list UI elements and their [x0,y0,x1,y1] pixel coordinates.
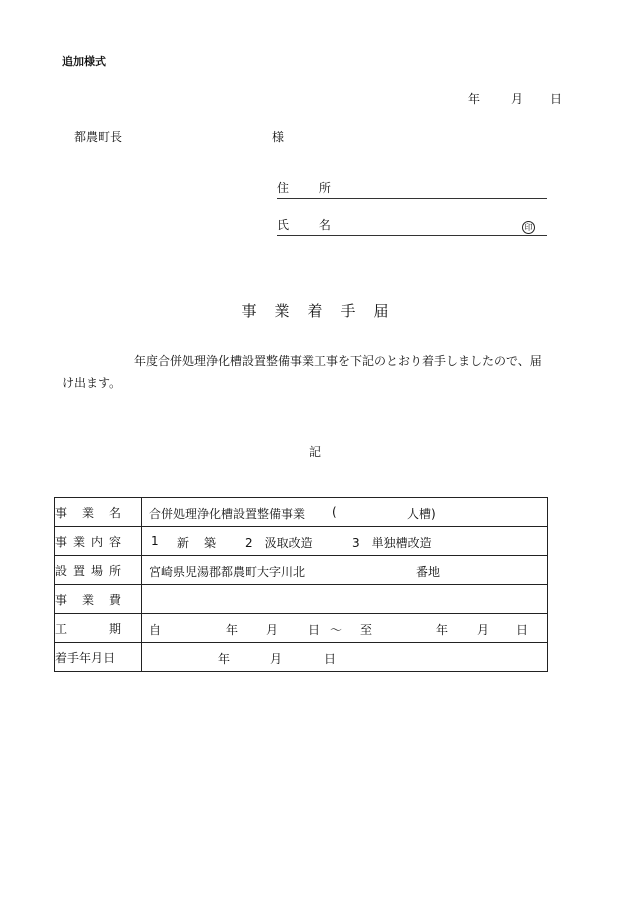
option-3: 3 単独槽改造 [352,536,432,550]
document-title: 事業着手届 [241,302,407,320]
label-char: 費 [108,592,121,607]
period-day-2: 日 [516,623,529,637]
project-cost-cell[interactable] [142,585,548,614]
table-row [55,556,548,585]
label-char: 工 [55,621,68,636]
table-row [55,614,548,643]
label-cell [55,585,142,614]
seal-mark: 印 [522,221,535,234]
start-date-cell[interactable] [142,643,548,672]
name-label: 氏 名 [277,218,344,232]
label-cell [55,498,142,527]
label-char: 設 [55,563,68,578]
label-char: 名 [108,505,121,520]
label-char: 月 [91,650,104,665]
option-2: 2 汲取改造 [245,536,313,550]
option-1-number: 1 [151,534,159,548]
construction-period-cell[interactable] [142,614,548,643]
period-year-1: 年 [226,623,239,637]
period-day-1: 日 [308,623,321,637]
label-char: 年 [79,650,92,665]
date-month-label: 月 [511,92,524,106]
label-char: 業 [72,534,85,549]
address-field[interactable] [277,180,547,199]
table-row [55,643,548,672]
recipient: 都農町長 [74,130,123,144]
label-char: 事 [55,505,68,520]
project-name-cell[interactable] [142,498,548,527]
period-month-2: 月 [477,623,490,637]
label-char: 事 [55,592,68,607]
location-cell[interactable] [142,556,548,585]
paren-open: ( [332,505,337,519]
label-cell [55,643,142,672]
honorific: 様 [272,130,285,144]
date-day-label: 日 [550,92,563,106]
label-char: 日 [103,650,116,665]
capacity-unit: 人槽) [407,507,436,521]
form-label: 追加様式 [62,55,106,68]
project-type-cell[interactable] [142,527,548,556]
name-field[interactable] [277,217,547,236]
start-month-label: 月 [270,652,283,666]
label-char: 容 [108,534,121,549]
label-char: 場 [90,563,103,578]
label-char: 手 [67,650,80,665]
details-table [54,497,548,672]
table-row [55,527,548,556]
body-text: 年度合併処理浄化槽設置整備事業工事を下記のとおり着手しましたので、届け出ます。 [62,354,542,390]
label-char: 内 [90,534,103,549]
address-label: 住 所 [277,181,344,195]
option-1-text-a: 新 [177,536,190,550]
label-cell [55,527,142,556]
label-char: 置 [72,563,85,578]
label-cell [55,614,142,643]
label-char: 着 [55,650,68,665]
option-1-text-b: 築 [204,536,217,550]
date-year-label: 年 [468,92,481,106]
period-from: 自 [149,623,162,637]
period-tilde: 〜 [330,623,343,637]
project-name: 合併処理浄化槽設置整備事業 [149,507,306,521]
table-row [55,585,548,614]
location-address: 宮崎県児湯郡都農町大字川北 [149,565,306,579]
ki-heading: 記 [308,445,321,459]
label-char: 業 [81,505,94,520]
label-char: 事 [55,534,68,549]
table-row [55,498,548,527]
period-to: 至 [360,623,373,637]
label-char: 業 [81,592,94,607]
label-char: 期 [108,621,121,636]
period-month-1: 月 [266,623,279,637]
label-char: 所 [108,563,121,578]
start-year-label: 年 [218,652,231,666]
label-cell [55,556,142,585]
start-day-label: 日 [324,652,337,666]
period-year-2: 年 [436,623,449,637]
banchi-label: 番地 [416,565,441,579]
